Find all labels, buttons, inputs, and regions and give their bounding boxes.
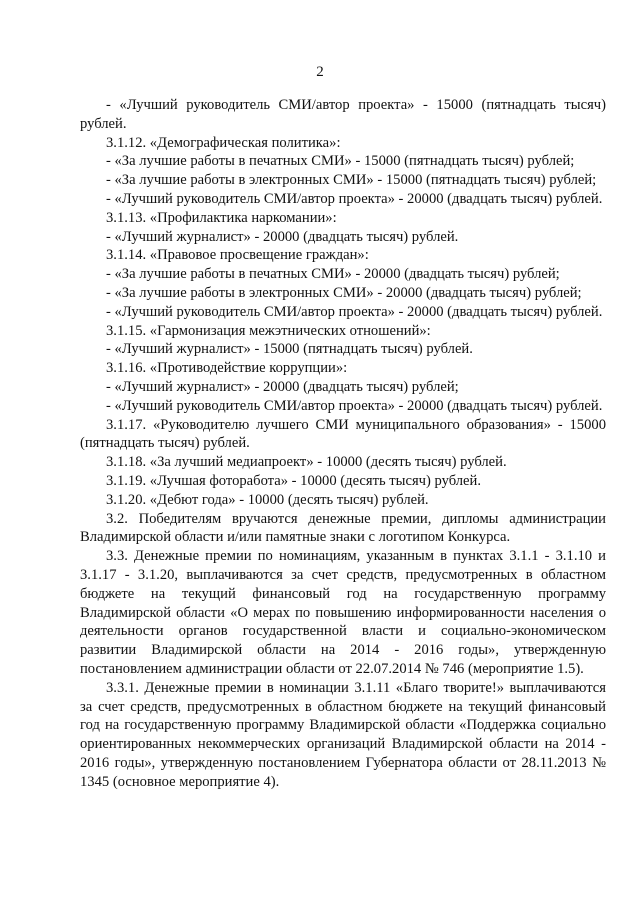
section-heading: 3.1.19. «Лучшая фоторабота» - 10000 (десять тысяч) рублей. bbox=[106, 472, 481, 489]
section-heading: 3.1.18. «За лучший медиапроект» - 10000 (десять тысяч) рублей. bbox=[106, 454, 507, 471]
paragraph: - «Лучший руководитель СМИ/автор проекта» - 20000 (двадцать тысяч) рублей. bbox=[106, 190, 603, 207]
page-number: 2 bbox=[316, 64, 324, 80]
paragraph: - «За лучшие работы в печатных СМИ» - 20000 (двадцать тысяч) рублей; bbox=[106, 266, 560, 283]
section-heading: 3.1.12. «Демографическая политика»: bbox=[106, 134, 341, 151]
paragraph: - «За лучшие работы в печатных СМИ» - 15000 (пятнадцать тысяч) рублей; bbox=[106, 153, 575, 170]
paragraph: - «Лучший руководитель СМИ/автор проекта» - 15000 (пятнадцать тысяч) рублей. bbox=[80, 97, 606, 132]
section-heading: 3.1.17. «Руководителю лучшего СМИ муниципального образования» - 15000 (пятнадцать тысяч) рублей. bbox=[80, 416, 606, 452]
paragraph: - «За лучшие работы в электронных СМИ» - 15000 (пятнадцать тысяч) рублей; bbox=[106, 172, 597, 189]
section-heading: 3.1.20. «Дебют года» - 10000 (десять тысяч) рублей. bbox=[106, 491, 429, 508]
document-body bbox=[80, 96, 606, 791]
paragraph: 3.3. Денежные премии по номинациям, указанным в пунктах 3.1.1 - 3.1.10 и 3.1.17 - 3.1.20, выплачиваются за счет средств, предусмотренных в областном бюджете на текущий финансовый год на государственную программу Владимирской области «О мерах по повышению информированности населения о деятельности органов государственной власти и социально-экономическом развитии Владимирской области на 2014 - 2016 годы», утвержденную постановлением администрации области от 22.07.2014 № 746 (мероприятие 1.5). bbox=[80, 548, 606, 677]
paragraph: 3.2. Победителям вручаются денежные премии, дипломы администрации Владимирской области и/или памятные знаки с логотипом Конкурса. bbox=[80, 510, 606, 546]
paragraph: - «За лучшие работы в электронных СМИ» - 20000 (двадцать тысяч) рублей; bbox=[106, 284, 582, 301]
paragraph: - «Лучший руководитель СМИ/автор проекта» - 20000 (двадцать тысяч) рублей. bbox=[106, 397, 603, 414]
paragraph: - «Лучший руководитель СМИ/автор проекта» - 20000 (двадцать тысяч) рублей. bbox=[106, 303, 603, 320]
section-heading: 3.1.16. «Противодействие коррупции»: bbox=[106, 360, 348, 377]
section-heading: 3.1.15. «Гармонизация межэтнических отношений»: bbox=[106, 322, 431, 339]
section-heading: 3.1.13. «Профилактика наркомании»: bbox=[106, 209, 337, 226]
paragraph: - «Лучший журналист» - 20000 (двадцать тысяч) рублей; bbox=[106, 378, 459, 395]
paragraph: - «Лучший журналист» - 20000 (двадцать тысяч) рублей. bbox=[106, 228, 459, 245]
section-heading: 3.1.14. «Правовое просвещение граждан»: bbox=[106, 247, 369, 264]
paragraph: - «Лучший журналист» - 15000 (пятнадцать тысяч) рублей. bbox=[106, 341, 473, 358]
paragraph: 3.3.1. Денежные премии в номинации 3.1.11 «Благо творите!» выплачиваются за счет средств, предусмотренных в областном бюджете на текущий финансовый год на государственную программу Владимирской области «Поддержка социально ориентированных некоммерческих организаций Владимирской области на 2014 - 2016 годы», утвержденную постановлением Губернатора области от 28.11.2013 № 1345 (основное мероприятие 4). bbox=[80, 679, 606, 790]
